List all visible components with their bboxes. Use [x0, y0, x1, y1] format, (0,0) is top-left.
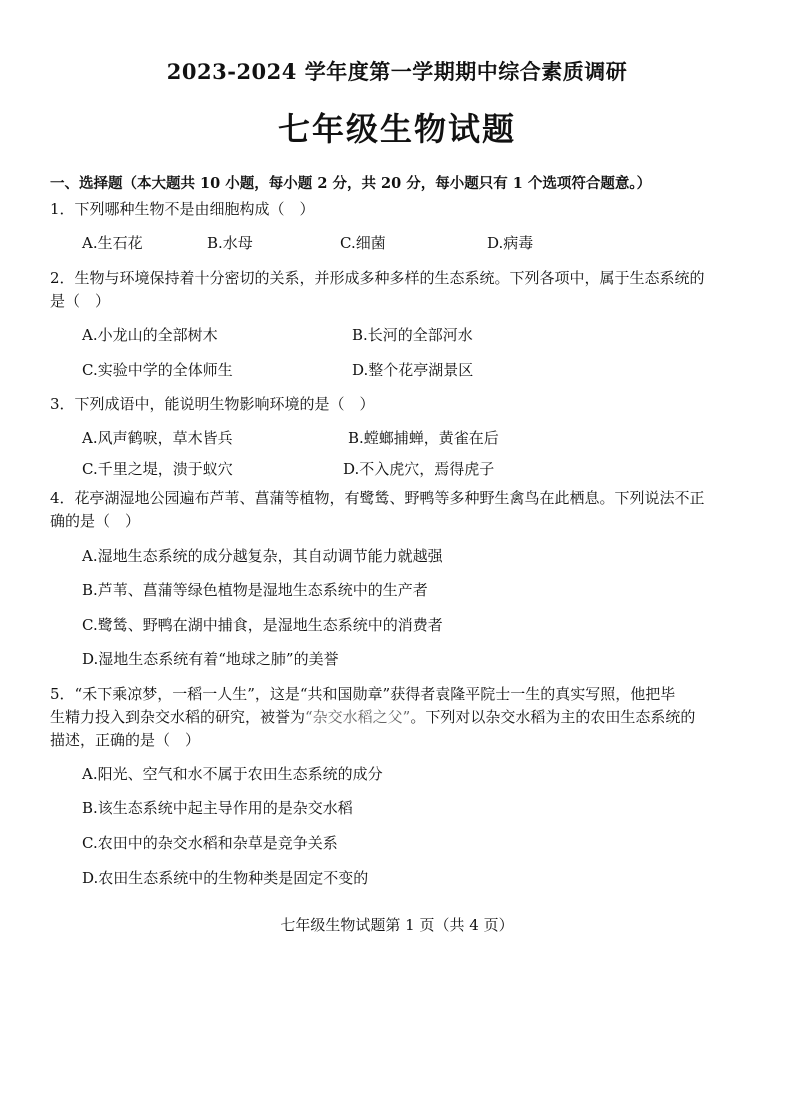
question-4-option-c: C.鹭鸶、野鸭在湖中捕食，是湿地生态系统中的消费者	[82, 616, 443, 634]
question-2-stem-line-2: 是（ ）	[50, 292, 111, 310]
question-2-stem-line-1: 2．生物与环境保持着十分密切的关系，并形成多种多样的生态系统。下列各项中，属于生态系统的	[50, 269, 705, 287]
section-heading: 一、选择题（本大题共 10 小题，每小题 2 分，共 20 分，每小题只有 1 个选项符合题意。）	[50, 175, 652, 192]
question-3-option-b: B.螳螂捕蝉，黄雀在后	[348, 429, 499, 447]
question-3-stem: 3．下列成语中，能说明生物影响环境的是（ ）	[50, 395, 375, 413]
question-4-option-a: A.湿地生态系统的成分越复杂，其自动调节能力就越强	[82, 547, 443, 565]
question-1-option-b: B.水母	[207, 234, 253, 252]
question-5-option-a: A.阳光、空气和水不属于农田生态系统的成分	[82, 765, 383, 783]
question-4-stem-line-1: 4．花亭湖湿地公园遍布芦苇、菖蒲等植物，有鹭鸶、野鸭等多种野生禽鸟在此栖息。下列说法不正	[50, 489, 705, 507]
question-5-stem-text-a: 生精力投入到杂交水稻的研究，被誉为	[50, 708, 306, 726]
exam-subject-title: 七年级生物试题	[277, 110, 516, 148]
question-2-option-d: D.整个花亭湖景区	[352, 361, 474, 379]
question-4-stem-line-2: 确的是（ ）	[50, 512, 141, 530]
question-3-option-d: D.不入虎穴，焉得虎子	[343, 460, 495, 478]
question-4-option-b: B.芦苇、菖蒲等绿色植物是湿地生态系统中的生产者	[82, 581, 428, 599]
question-3-option-c: C.千里之堤，溃于蚁穴	[82, 460, 233, 478]
question-5-option-b: B.该生态系统中起主导作用的是杂交水稻	[82, 799, 353, 817]
question-5-stem-line-2	[50, 707, 695, 727]
question-5-quoted-title: “杂交水稻之父”	[305, 708, 411, 726]
question-2-option-b: B.长河的全部河水	[352, 326, 473, 344]
question-4-option-d: D.湿地生态系统有着“地球之肺”的美誉	[82, 650, 339, 668]
question-3-option-a: A.风声鹤唳，草木皆兵	[82, 429, 233, 447]
question-5-stem-line-1: 5．“禾下乘凉梦，一稻一人生”，这是“共和国勋章”获得者袁隆平院士一生的真实写照，他把毕	[50, 685, 676, 703]
question-2-option-a: A.小龙山的全部树木	[82, 326, 218, 344]
page-footer: 七年级生物试题第 1 页（共 4 页）	[280, 916, 514, 934]
question-1-option-d: D.病毒	[487, 234, 534, 252]
question-5-option-d: D.农田生态系统中的生物种类是固定不变的	[82, 869, 369, 887]
exam-header-title: 2023-2024 学年度第一学期期中综合素质调研	[166, 59, 628, 84]
question-1-option-a: A.生石花	[82, 234, 143, 252]
question-1-stem: 1．下列哪种生物不是由细胞构成（ ）	[50, 200, 315, 218]
question-1-option-c: C.细菌	[340, 234, 386, 252]
question-5-option-c: C.农田中的杂交水稻和杂草是竞争关系	[82, 834, 338, 852]
question-5-stem-line-3: 描述，正确的是（ ）	[50, 731, 201, 749]
question-5-stem-text-b: 。下列对以杂交水稻为主的农田生态系统的	[410, 708, 696, 726]
question-2-option-c: C.实验中学的全体师生	[82, 361, 233, 379]
